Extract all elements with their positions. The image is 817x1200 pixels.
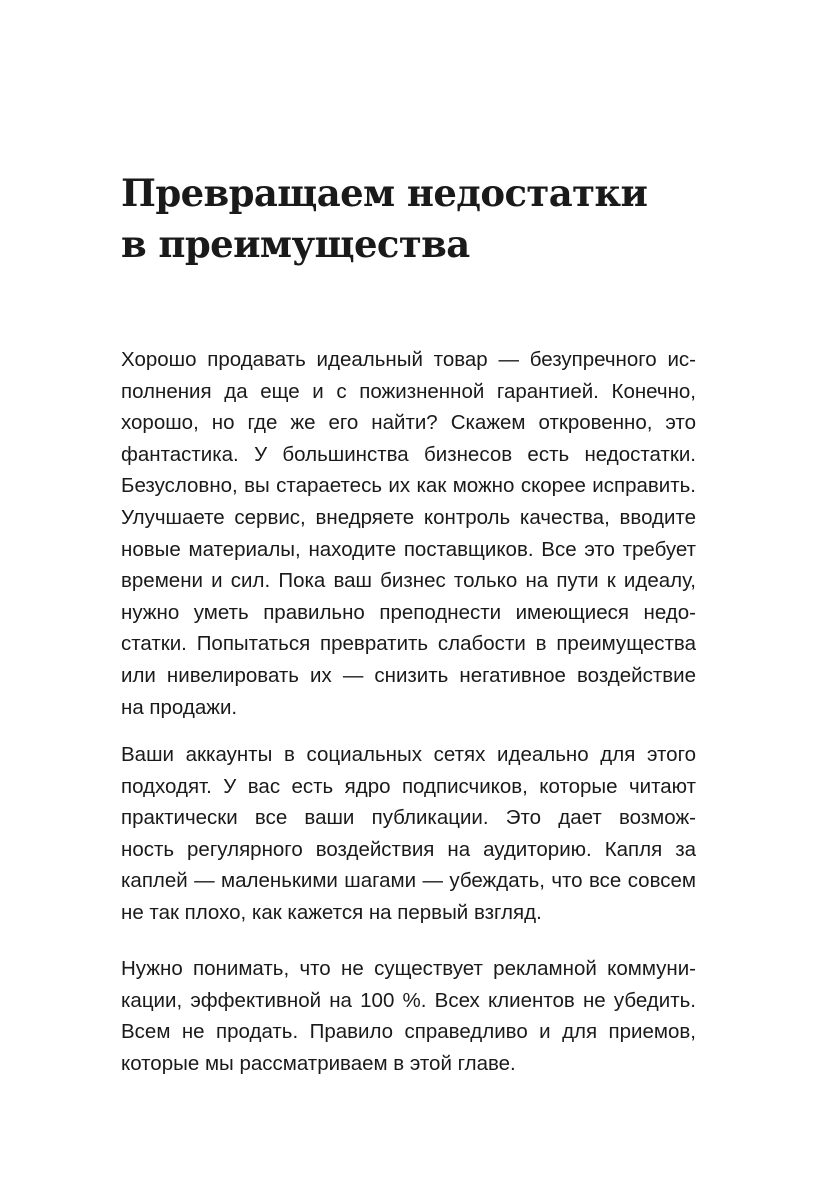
text-line: статки. Попытаться превратить слабости в преимущества — [121, 632, 696, 656]
text-line: каплей — маленькими шагами — убеждать, что все совсем — [121, 869, 696, 893]
text-line: Ваши аккаунты в социальных сетях идеально для этого — [121, 743, 696, 766]
text-line: кации, эффективной на 100 %. Всех клиентов не убедить. — [121, 988, 696, 1012]
text-line: на продажи. — [121, 695, 238, 719]
paragraph-3 — [121, 953, 696, 1079]
heading-line: Превращаем недостатки — [121, 171, 648, 215]
paragraph-1 — [121, 344, 696, 723]
heading-line: в преимущества — [121, 222, 470, 266]
paragraph-2 — [121, 739, 696, 929]
text-line: новые материалы, находите поставщиков. Все это требует — [121, 537, 696, 561]
text-line: Безусловно, вы стараетесь их как можно скорее исправить. — [121, 474, 696, 498]
text-line: времени и сил. Пока ваш бизнес только на пути к идеалу, — [121, 569, 696, 593]
text-line: подходят. У вас есть ядро подписчиков, которые читают — [121, 774, 696, 798]
text-line: Улучшаете сервис, внедряете контроль качества, вводите — [121, 505, 696, 529]
text-line: практически все ваши публикации. Это дает возмож- — [121, 806, 696, 830]
text-line: фантастика. У большинства бизнесов есть недостатки. — [121, 442, 696, 466]
text-line: Всем не продать. Правило справедливо и для приемов, — [121, 1020, 696, 1044]
text-line: хорошо, но где же его найти? Скажем откровенно, это — [121, 411, 696, 435]
text-line: или нивелировать их — снизить негативное воздействие — [121, 663, 696, 687]
text-line: не так плохо, как кажется на первый взгляд. — [121, 900, 542, 924]
chapter-heading — [121, 168, 741, 270]
text-line: Нужно понимать, что не существует рекламной коммуни- — [121, 957, 696, 980]
text-line: ность регулярного воздействия на аудиторию. Капля за — [121, 837, 696, 861]
text-line: нужно уметь правильно преподнести имеющиеся недо- — [121, 600, 696, 624]
text-line: Хорошо продавать идеальный товар — безупречного ис- — [121, 348, 696, 371]
text-line: которые мы рассматриваем в этой главе. — [121, 1051, 516, 1075]
text-line: полнения да еще и с пожизненной гарантией. Конечно, — [121, 379, 696, 403]
